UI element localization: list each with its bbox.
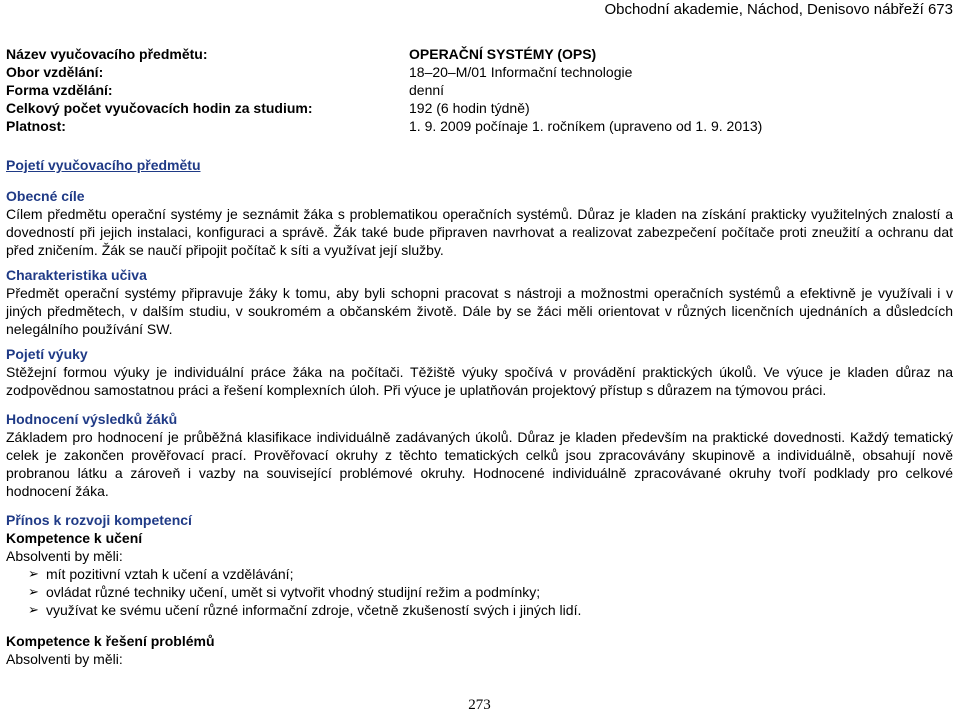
heading-general-goals: Obecné cíle: [6, 188, 85, 204]
section-title: Pojetí vyučovacího předmětu: [6, 157, 201, 173]
arrow-bullet-icon: ➢: [28, 602, 39, 617]
info-label: Název vyučovacího předmětu:: [6, 46, 208, 62]
list-item: [28, 583, 953, 601]
info-row-hours: [6, 99, 953, 117]
heading-curriculum: Charakteristika učiva: [6, 267, 147, 283]
page-number: 273: [468, 697, 491, 713]
arrow-bullet-icon: ➢: [28, 566, 39, 581]
paragraph-curriculum: Předmět operační systémy připravuje žáky k tomu, aby byli schopni pracovat s nástroji a možnostmi operačních systémů a efektivně je využívali i v jiných předmětech, v dalším studiu, v soukromém a občanském životě. Dále by se žáci měli orientovat v různých licenčních ujednáních a důsledcích nelegálního používání SW.: [6, 285, 953, 337]
heading-teaching: Pojetí výuky: [6, 346, 88, 362]
paragraph-teaching: Stěžejní formou výuky je individuální práce žáka na počítači. Těžiště výuky spočívá v provádění praktických úkolů. Ve výuce je kladen důraz na zodpovědnou samostatnou práci a řešení komplexních úloh. Při výuce je uplatňován projektový přístup s důrazem na týmovou práci.: [6, 364, 953, 398]
list-item: [28, 565, 953, 583]
heading-assessment: Hodnocení výsledků žáků: [6, 411, 178, 427]
info-value: OPERAČNÍ SYSTÉMY (OPS): [409, 46, 597, 62]
list-item-text: ovládat různé techniky učení, umět si vytvořit vhodný studijní režim a podmínky;: [46, 584, 541, 600]
subject-info-table: [6, 45, 953, 135]
paragraph-general-goals: Cílem předmětu operační systémy je seznámit žáka s problematikou operačních systémů. Důraz je kladen na získání prakticky využitelných znalostí a dovedností při jejich instalaci, konfiguraci a správě. Žák také bude připraven navrhovat a realizovat zabezpečení počítače proti zneužití a ochranu dat před zničením. Žák se naučí připojit počítač k síti a využívat její služby.: [6, 206, 953, 258]
intro-problem-solving: Absolventi by měli:: [6, 651, 123, 667]
info-label: Forma vzdělání:: [6, 82, 113, 98]
info-value: 18–20–M/01 Informační technologie: [409, 64, 633, 80]
heading-competences: Přínos k rozvoji kompetencí: [6, 512, 192, 528]
paragraph-assessment: Základem pro hodnocení je průběžná klasifikace individuálně zadávaných úkolů. Důraz je kladen především na praktické dovednosti. Každý tematický celek je zakončen prověřovací prací. Prověřovací okruhy z těchto tematických celků jsou zpracovávány skupinově a individuálně, obsahují nově probranou látku a zároveň i vazby na související problémové okruhy. Hodnocené individuálně zpracovávané okruhy tvoří podklady pro celkové hodnocení žáka.: [6, 429, 953, 499]
info-label: Obor vzdělání:: [6, 64, 104, 80]
arrow-bullet-icon: ➢: [28, 584, 39, 599]
info-row-validity: [6, 117, 953, 135]
info-row-subject: [6, 45, 953, 63]
info-row-field: [6, 63, 953, 81]
document-page: [6, 0, 953, 668]
list-item-text: mít pozitivní vztah k učení a vzdělávání;: [46, 566, 294, 582]
info-value: 1. 9. 2009 počínaje 1. ročníkem (upraveno od 1. 9. 2013): [409, 118, 763, 134]
list-item-text: využívat ke svému učení různé informační zdroje, včetně zkušeností svých i jiných lidí.: [46, 602, 582, 618]
intro-learning: Absolventi by měli:: [6, 548, 123, 564]
school-header: Obchodní akademie, Náchod, Denisovo nábřeží 673: [604, 1, 953, 18]
info-value: denní: [409, 82, 445, 98]
subheading-problem-solving: Kompetence k řešení problémů: [6, 633, 215, 649]
info-value: 192 (6 hodin týdně): [409, 100, 530, 116]
learning-list: [6, 565, 953, 619]
info-label: Platnost:: [6, 118, 66, 134]
info-label: Celkový počet vyučovacích hodin za studium:: [6, 100, 313, 116]
subheading-learning: Kompetence k učení: [6, 530, 143, 546]
list-item: [28, 601, 953, 619]
info-row-form: [6, 81, 953, 99]
